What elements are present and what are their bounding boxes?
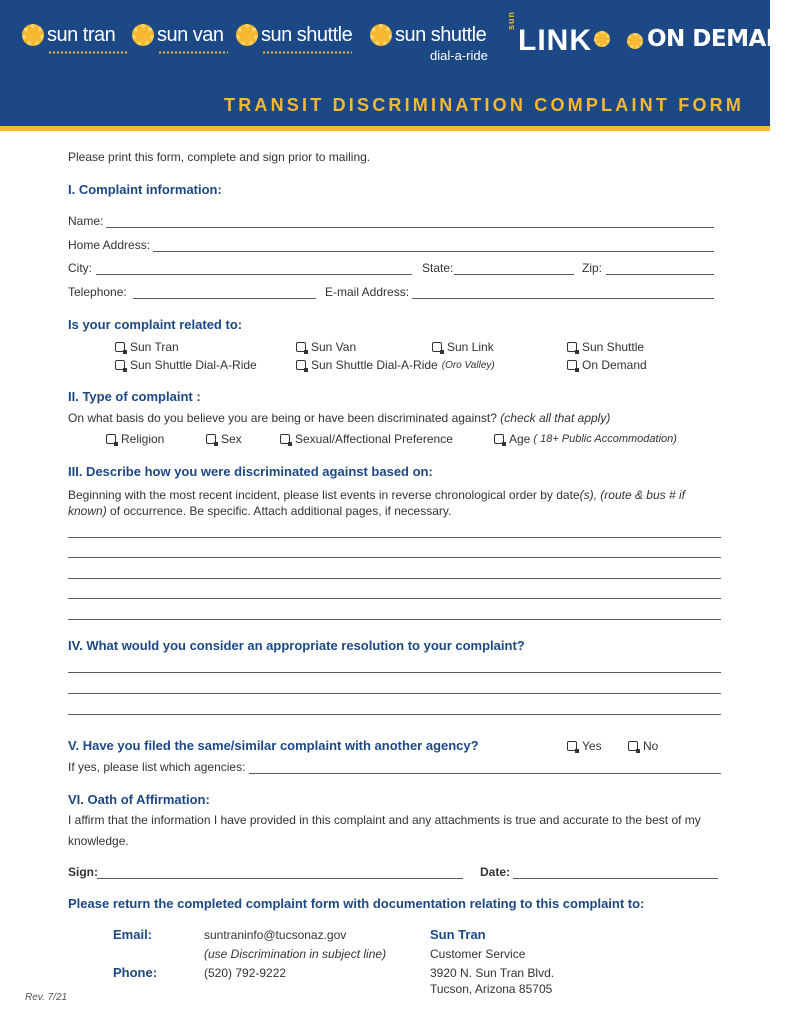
- checkbox-sex[interactable]: [206, 432, 242, 446]
- checkbox-icon: [628, 741, 638, 751]
- on-demand-wordmark: ON DEMAND: [647, 26, 803, 52]
- city-field[interactable]: [96, 274, 412, 275]
- telephone-field[interactable]: [133, 298, 316, 299]
- intro-text: Please print this form, complete and sign prior to mailing.: [68, 150, 371, 164]
- return-street-address: 3920 N. Sun Tran Blvd.: [430, 966, 555, 980]
- checkbox-religion[interactable]: [106, 432, 164, 446]
- dots-decoration: [158, 51, 228, 54]
- question-text: On what basis do you believe you are being or have been discriminated against?: [68, 411, 497, 425]
- oath-text-line-2: knowledge.: [68, 834, 129, 848]
- email-field[interactable]: [412, 298, 714, 299]
- date-field[interactable]: [513, 878, 718, 879]
- return-phone-label: Phone:: [113, 965, 158, 980]
- checkbox-label: Sun Link: [447, 340, 494, 354]
- section-2-heading: II. Type of complaint :: [68, 389, 201, 404]
- resolution-line[interactable]: [68, 693, 721, 694]
- sun-icon: [236, 24, 258, 46]
- sun-link-wordmark: LINK: [518, 24, 592, 57]
- checkbox-label: Sun Shuttle: [582, 340, 645, 354]
- section-6-heading: VI. Oath of Affirmation:: [68, 792, 210, 807]
- checkbox-icon: [115, 360, 125, 370]
- return-email-note: (use Discrimination in subject line): [204, 947, 387, 961]
- telephone-label: Telephone:: [68, 285, 127, 299]
- checkbox-note: ( 18+ Public Accommodation): [533, 433, 677, 445]
- sun-tran-wordmark: sun tran: [47, 24, 116, 46]
- sun-shuttle-dial-a-ride-logo: [370, 24, 488, 63]
- form-title: TRANSIT DISCRIMINATION COMPLAINT FORM: [224, 95, 745, 115]
- instruction-text: Beginning with the most recent incident, please list events in reverse chronological order by date: [68, 488, 580, 502]
- dots-decoration: [48, 51, 128, 54]
- sun-icon: [370, 24, 392, 46]
- name-field[interactable]: [106, 227, 714, 228]
- dial-a-ride-wordmark: dial-a-ride: [430, 48, 488, 63]
- return-heading: Please return the completed complaint form with documentation relating to this complaint to:: [68, 896, 645, 911]
- section-5-heading: V. Have you filed the same/similar complaint with another agency?: [68, 738, 479, 753]
- description-line[interactable]: [68, 619, 721, 620]
- sun-van-logo: [132, 24, 224, 46]
- zip-label: Zip:: [582, 261, 603, 275]
- revision-label: Rev. 7/21: [25, 992, 68, 1003]
- oath-text-line-1: I affirm that the information I have provided in this complaint and any attachments is true and accurate to the best of my: [68, 813, 701, 827]
- checkbox-icon: [106, 434, 116, 444]
- checkbox-label: Religion: [121, 432, 165, 446]
- instruction-text: of occurrence. Be specific. Attach additional pages, if necessary.: [110, 504, 452, 518]
- home-address-label: Home Address:: [68, 238, 151, 252]
- section-1-heading: I. Complaint information:: [68, 182, 222, 197]
- home-address-field[interactable]: [153, 251, 714, 252]
- checkbox-icon: [567, 360, 577, 370]
- checkbox-icon: [296, 360, 306, 370]
- dots-decoration: [262, 51, 352, 54]
- sun-icon: [627, 33, 643, 49]
- sun-van-wordmark: sun van: [157, 24, 224, 46]
- checkbox-icon: [567, 741, 577, 751]
- section-2-question: [68, 411, 610, 425]
- header-accent-stripe: [0, 126, 770, 131]
- checkbox-sun-shuttle[interactable]: [567, 340, 644, 354]
- sun-icon: [132, 24, 154, 46]
- checkbox-label: Sex: [221, 432, 242, 446]
- checkbox-sun-tran[interactable]: [115, 340, 179, 354]
- checkbox-sexual-affectional-preference[interactable]: [280, 432, 453, 446]
- sun-icon: [22, 24, 44, 46]
- checkbox-icon: [296, 342, 306, 352]
- checkbox-label: Sun Tran: [130, 340, 179, 354]
- signature-field[interactable]: [97, 878, 463, 879]
- checkbox-icon: [115, 342, 125, 352]
- checkbox-note: (Oro Valley): [441, 359, 495, 371]
- return-org-name: Sun Tran: [430, 927, 486, 942]
- checkbox-no[interactable]: [628, 739, 658, 753]
- return-city-state-zip: Tucson, Arizona 85705: [430, 982, 553, 996]
- return-phone-value: (520) 792-9222: [204, 966, 287, 980]
- checkbox-sun-shuttle-dial-a-ride-oro-valley[interactable]: [296, 358, 495, 372]
- sign-label: Sign:: [68, 865, 98, 879]
- checkbox-label: No: [643, 739, 659, 753]
- question-note: (check all that apply): [500, 411, 611, 425]
- return-email-value[interactable]: suntraninfo@tucsonaz.gov: [204, 928, 347, 942]
- name-label: Name:: [68, 214, 104, 228]
- city-label: City:: [68, 261, 92, 275]
- checkbox-label: Sun Van: [311, 340, 357, 354]
- description-line[interactable]: [68, 578, 721, 579]
- resolution-line[interactable]: [68, 672, 721, 673]
- email-label: E-mail Address:: [325, 285, 410, 299]
- checkbox-label: Sexual/Affectional Preference: [295, 432, 453, 446]
- checkbox-icon: [567, 342, 577, 352]
- checkbox-label: Yes: [582, 739, 602, 753]
- agencies-label: If yes, please list which agencies:: [68, 760, 246, 774]
- resolution-line[interactable]: [68, 714, 721, 715]
- sun-icon: [594, 31, 610, 47]
- instruction-note: known): [68, 504, 107, 518]
- checkbox-icon: [280, 434, 290, 444]
- state-field[interactable]: [454, 274, 574, 275]
- zip-field[interactable]: [606, 274, 714, 275]
- return-department: Customer Service: [430, 947, 526, 961]
- section-4-heading: IV. What would you consider an appropriate resolution to your complaint?: [68, 638, 525, 653]
- description-line[interactable]: [68, 537, 721, 538]
- checkbox-sun-link[interactable]: [432, 340, 494, 354]
- checkbox-label: Age: [509, 432, 531, 446]
- section-3-instruction-line-1: [68, 488, 685, 502]
- description-line[interactable]: [68, 557, 721, 558]
- sun-vertical-label: sun: [506, 10, 516, 30]
- checkbox-label: Sun Shuttle Dial-A-Ride: [130, 358, 257, 372]
- sun-tran-logo: [22, 24, 115, 46]
- state-label: State:: [422, 261, 454, 275]
- return-email-label: Email:: [113, 927, 153, 942]
- related-heading: Is your complaint related to:: [68, 317, 243, 332]
- date-label: Date:: [480, 865, 511, 879]
- section-3-heading: III. Describe how you were discriminated against based on:: [68, 464, 433, 479]
- sun-shuttle-logo: [236, 24, 352, 46]
- checkbox-sun-shuttle-dial-a-ride[interactable]: [115, 358, 257, 372]
- instruction-note: (s), (route & bus # if: [579, 488, 685, 502]
- checkbox-icon: [206, 434, 216, 444]
- checkbox-label: Sun Shuttle Dial-A-Ride: [311, 358, 438, 372]
- description-line[interactable]: [68, 598, 721, 599]
- checkbox-icon: [432, 342, 442, 352]
- checkbox-sun-van[interactable]: [296, 340, 356, 354]
- checkbox-label: On Demand: [582, 358, 647, 372]
- checkbox-yes[interactable]: [567, 739, 602, 753]
- agencies-field[interactable]: [249, 773, 721, 774]
- section-3-instruction-line-2: [68, 504, 451, 518]
- checkbox-age[interactable]: [494, 432, 677, 446]
- sun-shuttle-wordmark: sun shuttle: [261, 24, 353, 46]
- sun-shuttle-wordmark: sun shuttle: [395, 24, 487, 46]
- checkbox-on-demand[interactable]: [567, 358, 647, 372]
- header-banner: [0, 0, 803, 130]
- checkbox-icon: [494, 434, 504, 444]
